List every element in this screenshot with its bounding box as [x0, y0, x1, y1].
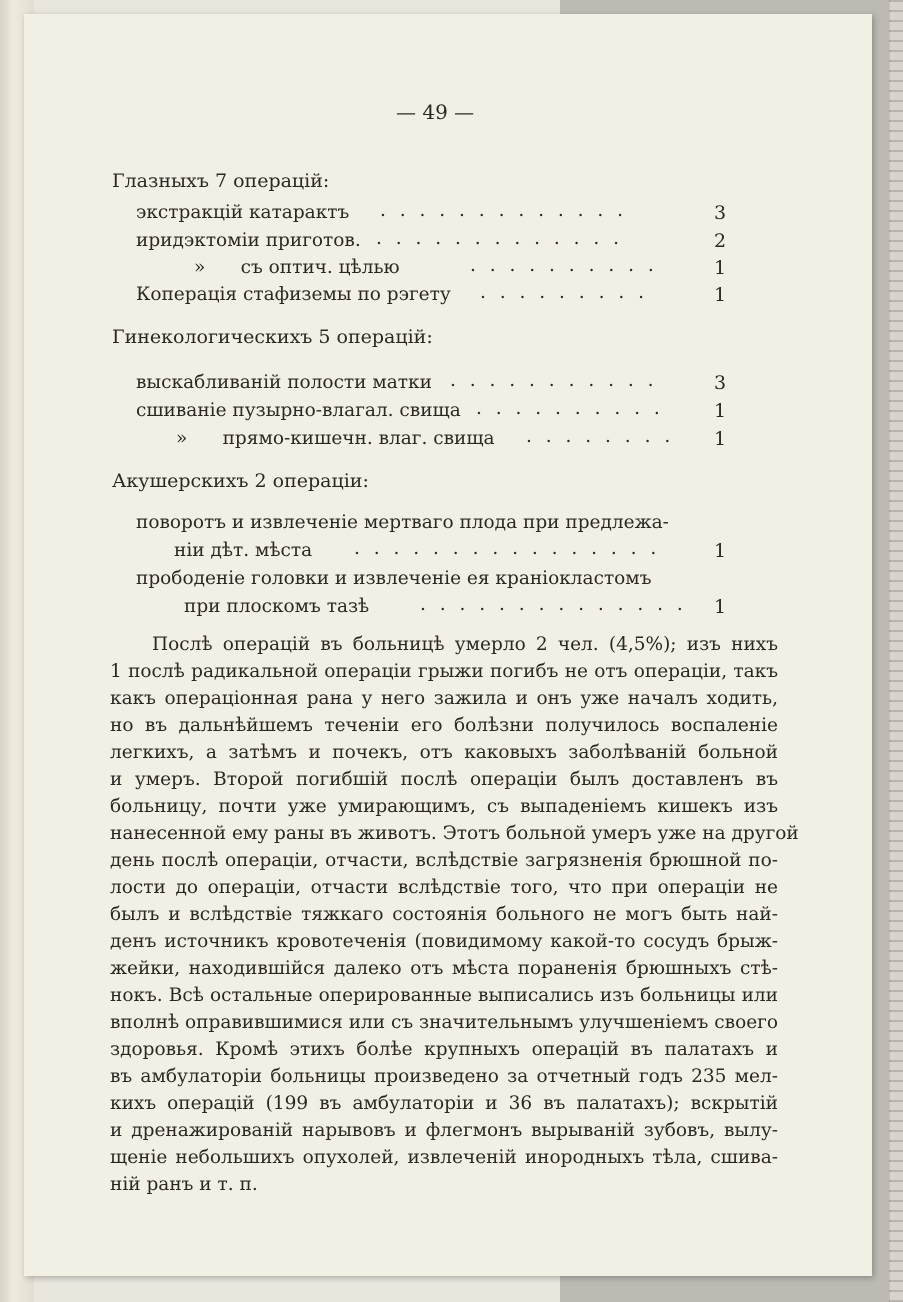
paragraph-line: въ амбулаторіи больницы произведено за отчетный годъ 235 мел-: [110, 1066, 778, 1087]
list-item-label: сшиваніе пузырно-влагал. свища: [136, 400, 461, 421]
list-item-count: 1: [714, 257, 727, 279]
list-item-count: 1: [714, 540, 727, 562]
paragraph-line: легкихъ, а затѣмъ и почекъ, отъ каковыхъ заболѣваній больной: [110, 742, 778, 763]
paragraph-line: больницу, почти уже умирающимъ, съ выпаденіемъ кишекъ изъ: [110, 796, 778, 817]
list-item-label-line2: при плоскомъ тазѣ: [184, 596, 370, 617]
list-item-count: 1: [714, 596, 727, 618]
list-item-label: иридэктоміи приготов.: [136, 230, 361, 251]
list-item-label-line1: прободеніе головки и извлеченіе ея краніокластомъ: [136, 568, 652, 589]
paragraph-line: щеніе небольшихъ опухолей, извлеченій инородныхъ тѣла, сшива-: [110, 1147, 778, 1168]
list-item-label: » прямо-кишечн. влаг. свища: [176, 428, 495, 449]
list-item-count: 1: [714, 428, 727, 450]
list-item-label-line1: поворотъ и извлеченіе мертваго плода при предлежа-: [136, 512, 669, 533]
paragraph-line: 1 послѣ радикальной операціи грыжи погибъ не отъ операціи, такъ: [110, 661, 778, 682]
paragraph-line: нокъ. Всѣ остальные оперированные выписались изъ больницы или: [110, 985, 778, 1006]
list-item-label: Коперація стафиземы по рэгету: [136, 284, 451, 305]
paragraph-line: былъ и вслѣдствіе тяжкаго состоянія больного не могъ быть най-: [110, 904, 778, 925]
dot-leader: . . . . . . . . . . .: [450, 370, 658, 391]
page-number: — 49 —: [396, 100, 475, 124]
paragraph-line: какъ операціонная рана у него зажила и онъ уже началъ ходить,: [110, 688, 778, 709]
paragraph-line: вполнѣ оправившимися или съ значительнымъ улучшеніемъ своего: [110, 1012, 778, 1033]
paragraph-line: ній ранъ и т. п.: [110, 1174, 258, 1195]
paragraph-line: нанесенной ему раны въ животъ. Этотъ больной умеръ уже на другой: [110, 823, 799, 844]
dot-leader: . . . . . . . . .: [480, 282, 648, 303]
dot-leader: . . . . . . . . . . . . .: [380, 200, 628, 221]
list-item-count: 3: [714, 202, 727, 224]
paragraph-line: и дренажированій нарывовъ и флегмонъ вырываній зубовъ, вылу-: [110, 1120, 778, 1141]
list-item-label: » съ оптич. цѣлью: [194, 257, 400, 278]
scale-ruler: [889, 0, 903, 1302]
list-item-count: 1: [714, 284, 727, 306]
paragraph-line: здоровья. Кромѣ этихъ болѣе крупныхъ операцій въ палатахъ и: [110, 1039, 778, 1060]
paragraph-line: Послѣ операцій въ больницѣ умерло 2 чел. (4,5%); изъ нихъ: [152, 634, 778, 655]
list-item-label: выскабливаній полости матки: [136, 372, 432, 393]
dot-leader: . . . . . . . . . . . . . .: [420, 594, 687, 615]
dot-leader: . . . . . . . . . .: [476, 398, 664, 419]
paragraph-line: кихъ операцій (199 въ амбулаторіи и 36 въ палатахъ); вскрытій: [110, 1093, 778, 1114]
dot-leader: . . . . . . . . . . . . .: [376, 228, 624, 249]
dot-leader: . . . . . . . . . . . . . . . .: [354, 538, 661, 559]
list-item-label-line2: ніи дѣт. мѣста: [174, 540, 313, 561]
paragraph-line: лости до операціи, отчасти вслѣдствіе того, что при операціи не: [110, 877, 778, 898]
section-title-eye: Глазныхъ 7 операцій:: [112, 170, 330, 192]
list-item-label: экстракцій катарактъ: [136, 202, 350, 223]
paragraph-line: но въ дальнѣйшемъ теченіи его болѣзни получилось воспаленіе: [110, 715, 778, 736]
book-page: [24, 14, 872, 1276]
dot-leader: . . . . . . . . . .: [470, 255, 658, 276]
paragraph-line: жейки, находившійся далеко отъ мѣста пораненія брюшныхъ стѣ-: [110, 958, 778, 979]
section-title-gynecology: Гинекологическихъ 5 операцій:: [112, 326, 433, 348]
list-item-count: 1: [714, 400, 727, 422]
paragraph-line: и умеръ. Второй погибшій послѣ операціи былъ доставленъ въ: [110, 769, 778, 790]
section-title-obstetric: Акушерскихъ 2 операціи:: [112, 470, 369, 492]
list-item-count: 2: [714, 230, 727, 252]
dot-leader: . . . . . . . .: [526, 426, 675, 447]
paragraph-line: день послѣ операціи, отчасти, вслѣдствіе загрязненія брюшной по-: [110, 850, 778, 871]
list-item-count: 3: [714, 372, 727, 394]
paragraph-line: денъ источникъ кровотеченія (повидимому какой-то сосудъ брыж-: [110, 931, 778, 952]
